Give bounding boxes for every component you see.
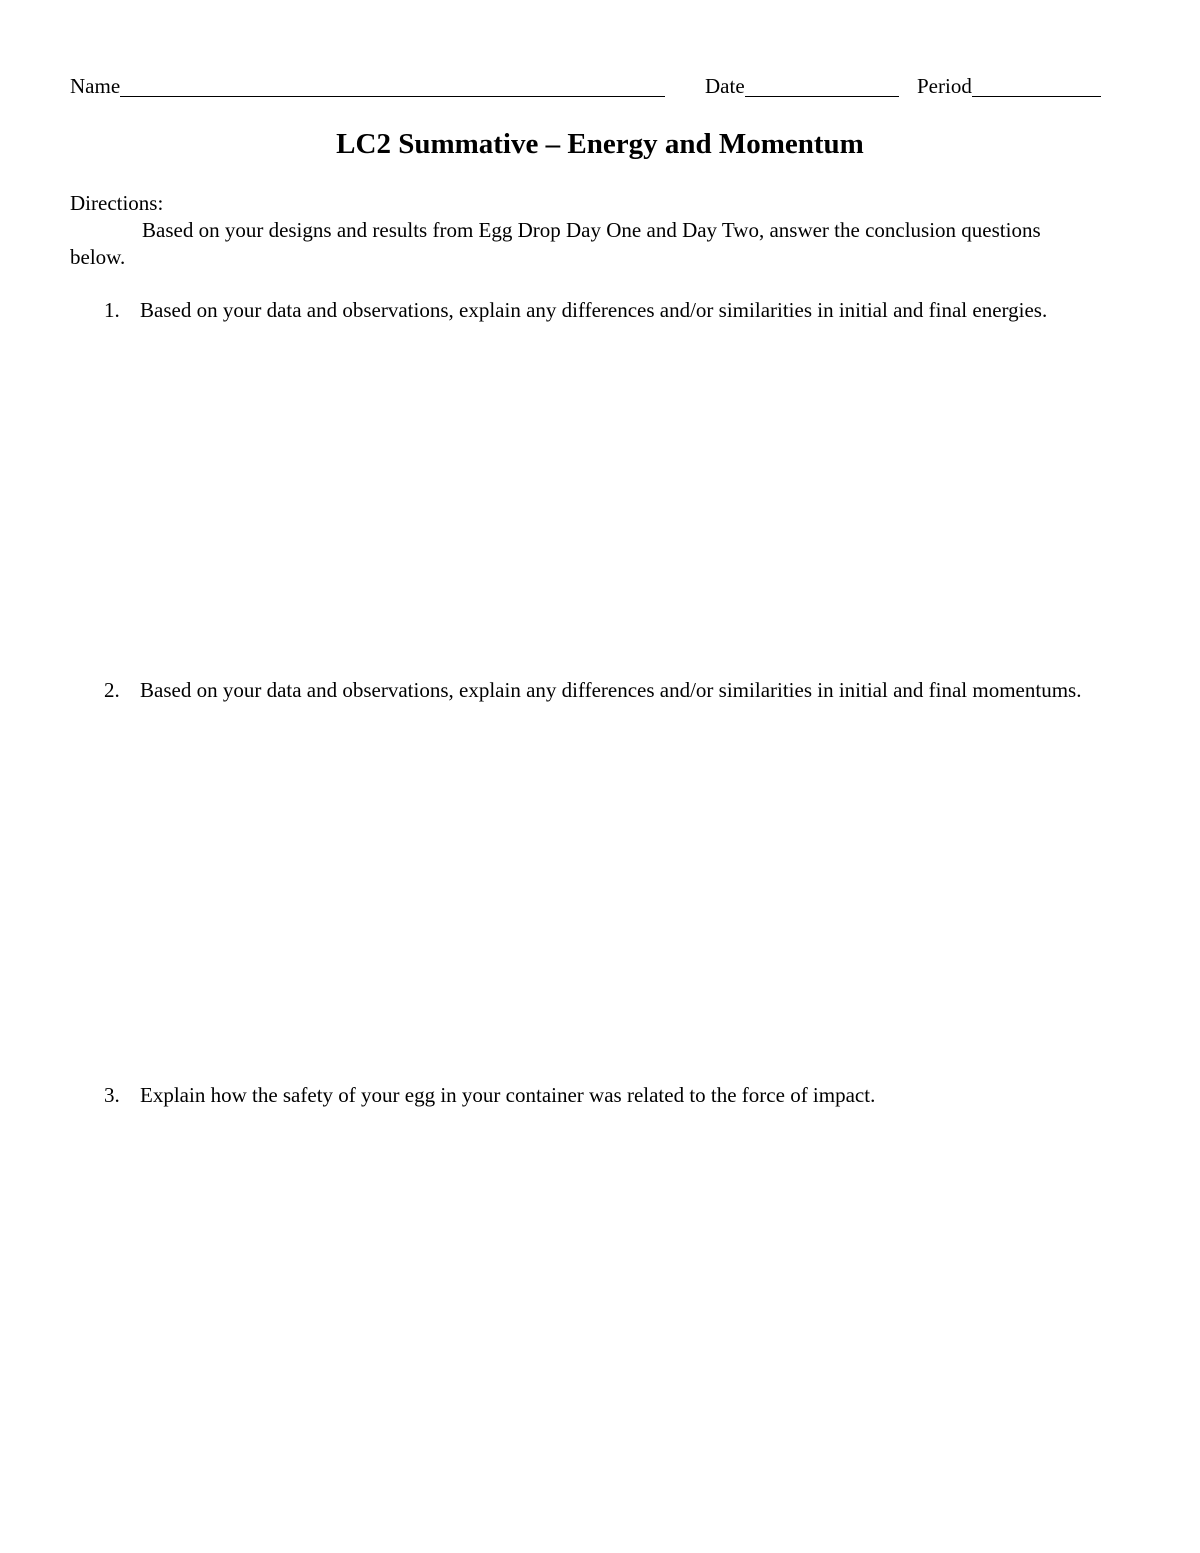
directions-text: Based on your designs and results from Egg Drop Day One and Day Two, answer the conclusion questions below. — [70, 218, 1041, 269]
name-field — [70, 74, 665, 98]
period-blank-line[interactable] — [972, 74, 1101, 97]
question-number: 2. — [104, 678, 120, 702]
period-label: Period — [917, 74, 972, 98]
date-label: Date — [705, 74, 745, 98]
question-text: Based on your data and observations, explain any differences and/or similarities in initial and final energies. — [140, 298, 1048, 322]
page-title: LC2 Summative – Energy and Momentum — [336, 128, 864, 160]
directions-label: Directions: — [70, 191, 164, 215]
date-blank-line[interactable] — [745, 74, 899, 97]
question-number: 1. — [104, 298, 120, 322]
date-field — [705, 74, 899, 98]
question-number: 3. — [104, 1083, 120, 1107]
student-info-header — [70, 74, 1110, 102]
question-text: Explain how the safety of your egg in your container was related to the force of impact. — [140, 1083, 876, 1107]
name-label: Name — [70, 74, 121, 98]
period-field — [917, 74, 1101, 98]
name-blank-line[interactable] — [120, 74, 665, 97]
question-text: Based on your data and observations, explain any differences and/or similarities in initial and final momentums. — [140, 678, 1082, 702]
